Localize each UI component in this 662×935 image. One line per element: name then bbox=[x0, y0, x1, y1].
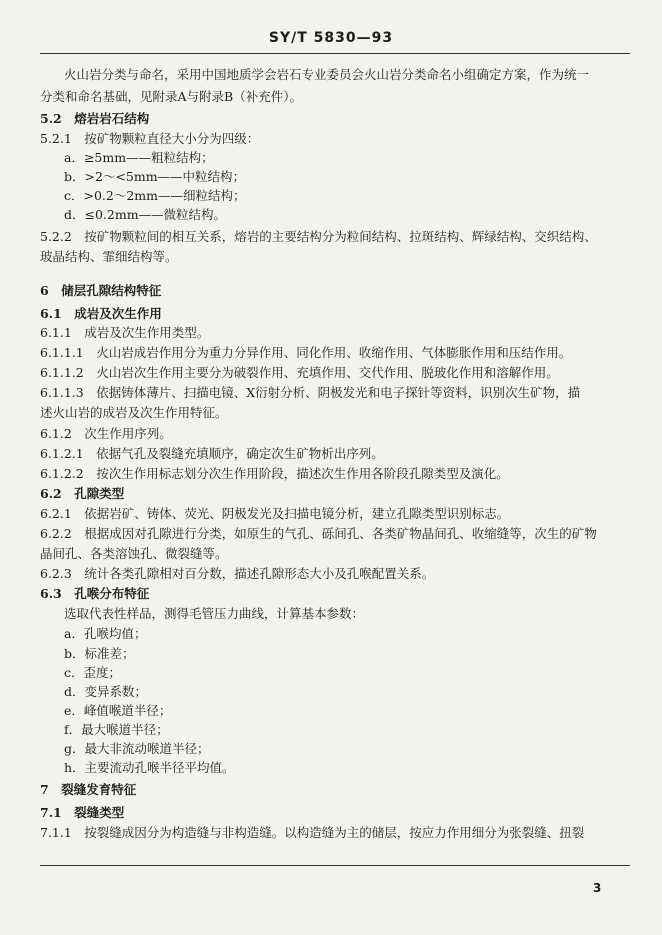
list-item: a．≥5mm——粗粒结构； bbox=[64, 150, 214, 165]
page-number: 3 bbox=[593, 881, 602, 895]
footer-rule bbox=[40, 865, 630, 866]
text-line: 6.1.1 成岩及次生作用类型。 bbox=[40, 325, 210, 340]
text-line: 6.1.2.2 按次生作用标志划分次生作用阶段，描述次生作用各阶段孔隙类型及演化。 bbox=[40, 466, 509, 481]
text-line: 晶间孔、各类溶蚀孔、微裂缝等。 bbox=[40, 546, 228, 561]
text-line: 5.2.1 按矿物颗粒直径大小分为四级： bbox=[40, 131, 260, 146]
text-line: 6.2.2 根据成因对孔隙进行分类，如原生的气孔、砾间孔、各类矿物晶间孔、收缩缝等，次生的矿物 bbox=[40, 526, 597, 541]
text-line: 6.2.3 统计各类孔隙相对百分数，描述孔隙形态大小及孔喉配置关系。 bbox=[40, 566, 435, 581]
text-line: 6.1.2 次生作用序列。 bbox=[40, 426, 172, 441]
section-heading: 5.2 熔岩岩石结构 bbox=[40, 111, 150, 126]
header-rule bbox=[40, 53, 630, 54]
list-item: f．最大喉道半径； bbox=[64, 722, 169, 737]
text-line: 6.1.2.1 依据气孔及裂缝充填顺序，确定次生矿物析出序列。 bbox=[40, 446, 384, 461]
text-line: 6.1.1.3 依据铸体薄片、扫描电镜、X衍射分析、阴极发光和电子探针等资料，识别次生矿物，描 bbox=[40, 385, 581, 400]
page-header: SY/T 5830—93 bbox=[268, 30, 394, 46]
list-item: d．≤0.2mm——微粒结构。 bbox=[64, 207, 227, 222]
list-item: g．最大非流动喉道半径； bbox=[64, 741, 210, 756]
section-heading: 7.1 裂缝类型 bbox=[40, 805, 125, 820]
chapter-heading: 7 裂缝发育特征 bbox=[40, 782, 137, 797]
text-line: 述火山岩的成岩及次生作用特征。 bbox=[40, 405, 228, 420]
list-item: b．>2～<5mm——中粒结构； bbox=[64, 169, 246, 184]
list-item: c．>0.2～2mm——细粒结构； bbox=[64, 188, 246, 203]
list-item: h．主要流动孔喉半径平均值。 bbox=[64, 760, 235, 775]
list-item: d．变异系数； bbox=[64, 684, 148, 699]
section-heading: 6.2 孔隙类型 bbox=[40, 486, 125, 501]
chapter-heading: 6 储层孔隙结构特征 bbox=[40, 283, 162, 298]
text-line: 玻晶结构、霏细结构等。 bbox=[40, 249, 178, 264]
list-item: e．峰值喉道半径； bbox=[64, 703, 172, 718]
list-item: a．孔喉均值； bbox=[64, 626, 147, 641]
text-line: 分类和命名基础，见附录A与附录B（补充件）。 bbox=[40, 89, 302, 104]
text-line: 6.1.1.2 火山岩次生作用主要分为破裂作用、充填作用、交代作用、脱玻化作用和溶解作用。 bbox=[40, 365, 559, 380]
section-heading: 6.1 成岩及次生作用 bbox=[40, 306, 162, 321]
section-heading: 6.3 孔喉分布特征 bbox=[40, 586, 150, 601]
text-line: 7.1.1 按裂缝成因分为构造缝与非构造缝。以构造缝为主的储层，按应力作用细分为张裂缝、扭裂 bbox=[40, 825, 585, 840]
text-line: 选取代表性样品，测得毛管压力曲线，计算基本参数： bbox=[64, 606, 365, 621]
text-line: 6.1.1.1 火山岩成岩作用分为重力分异作用、同化作用、收缩作用、气体膨胀作用和压结作用。 bbox=[40, 345, 572, 360]
text-line: 5.2.2 按矿物颗粒间的相互关系，熔岩的主要结构分为粒间结构、拉斑结构、辉绿结构、交织结构、 bbox=[40, 229, 597, 244]
list-item: b．标准差； bbox=[64, 646, 135, 661]
text-line: 火山岩分类与命名，采用中国地质学会岩石专业委员会火山岩分类命名小组确定方案，作为统一 bbox=[64, 67, 590, 82]
list-item: c．歪度； bbox=[64, 665, 122, 680]
text-line: 6.2.1 依据岩矿、铸体、荧光、阴极发光及扫描电镜分析，建立孔隙类型识别标志。 bbox=[40, 506, 510, 521]
